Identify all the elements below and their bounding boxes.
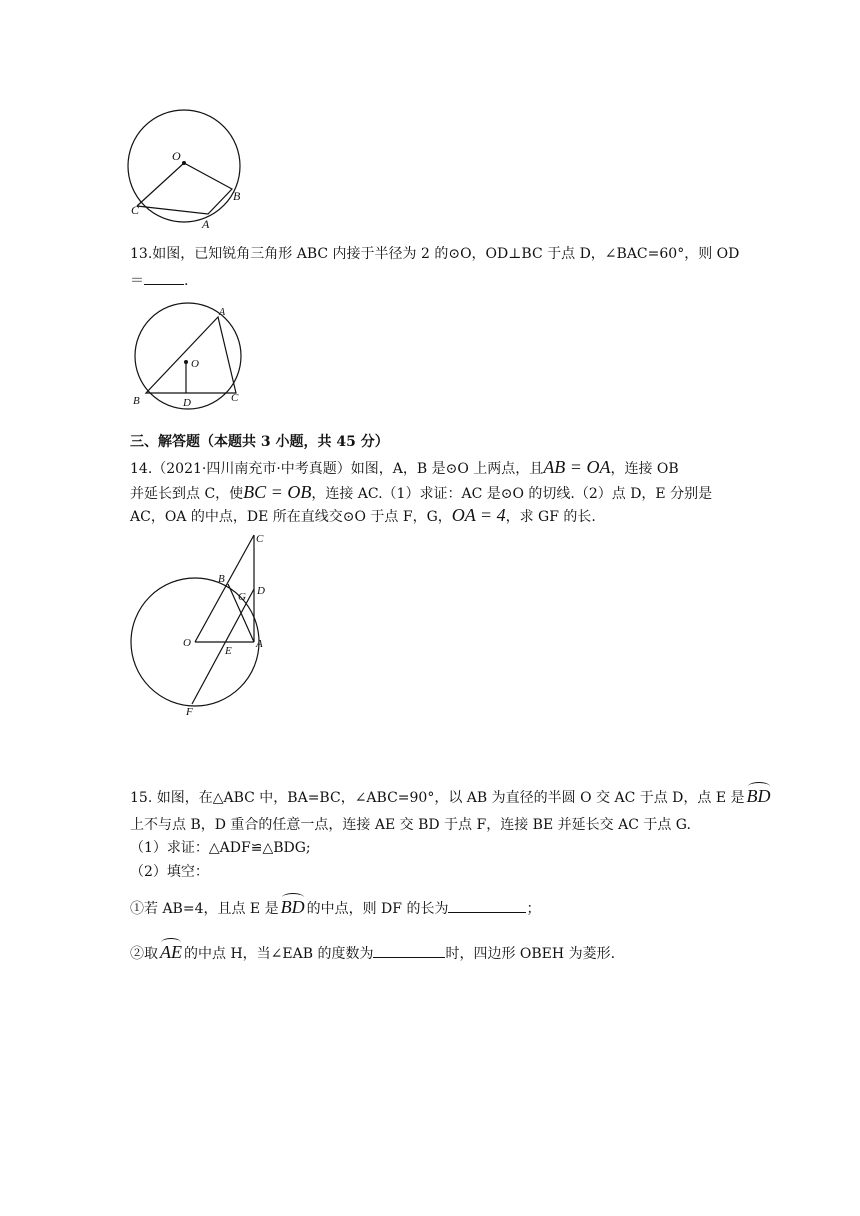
segment-oc [195,535,254,642]
label-d: D [257,585,265,597]
q15-sub2-answer-blank[interactable] [373,943,445,958]
chord-path [137,163,232,214]
section-heading: 三、解答题（本题共 3 小题，共 45 分） [130,434,389,450]
q15-part1: （1）求证：△ADF≌△BDG; [130,840,311,856]
q15-part2: （2）填空： [130,864,209,880]
q15-sub1-b: 的中点，则 DF 的长为 [306,901,449,917]
center-dot [182,161,186,165]
q15-sub2-b: 的中点 H，当∠EAB 的度数为 [184,946,374,962]
figure-q13 [126,300,256,415]
label-c: C [256,533,264,545]
line-df [192,589,254,704]
label-b: B [133,395,140,407]
figure-q13-svg [126,300,256,415]
q15-sub2 [130,938,615,964]
q13-period: . [184,273,189,289]
q13-answer-blank[interactable] [144,270,184,285]
q15-sub1 [130,893,540,919]
triangle-abc [146,317,236,393]
q15-line2: 上不与点 B，D 重合的任意一点，连接 AE 交 BD 于点 F，连接 BE 并延长交 AC 于点 G. [130,817,691,833]
q14-math-bc-ob: BC = OB [243,482,312,502]
q15-line1 [130,782,773,808]
q14-math-oa-4: OA = 4 [451,505,506,525]
label-b: B [218,573,225,585]
figure-q14-svg [125,528,275,718]
label-g: G [238,591,246,603]
label-b: B [233,189,241,203]
q14-text-2b: ，连接 AC.（1）求证：AC 是⊙O 的切线.（2）点 D，E 分别是 [311,486,713,502]
q13-line1: 13.如图，已知锐角三角形 ABC 内接于半径为 2 的⊙O，OD⊥BC 于点 D，∠BAC=60°，则 OD [130,246,740,262]
arc-bd: BD [747,782,771,806]
q14-text-3a: AC，OA 的中点，DE 所在直线交⊙O 于点 F，G， [130,509,452,525]
q15-sub1-c: ； [526,901,541,917]
arc-ae: AE [160,938,182,962]
center-dot [184,360,188,364]
label-a: A [256,638,263,650]
q14-line2 [130,482,712,504]
label-o: O [183,637,191,649]
label-d: D [183,397,191,409]
figure-q14 [125,528,275,718]
label-e: E [225,645,232,657]
q14-math-ab-oa: AB = OA [543,457,611,477]
figure-q12-svg [120,100,260,240]
q15-text-1a: 15. 如图，在△ABC 中，BA=BC，∠ABC=90°，以 AB 为直径的半圆 O 交 AC 于点 D，点 E 是 [130,790,745,806]
q14-line1 [130,457,679,479]
label-c: C [231,392,239,404]
circle-o [128,110,240,222]
label-a: A [219,307,226,318]
label-f: F [186,706,193,718]
q13-line2 [130,270,188,291]
q14-line3 [130,505,596,527]
q14-text-3b: ，求 GF 的长. [505,509,596,525]
q14-text-2a: 并延长到点 C，使 [130,486,244,502]
label-a: A [202,217,210,231]
label-o: O [191,358,199,370]
q13-equals: ＝ [130,273,144,289]
arc-bd-2: BD [281,893,305,917]
figure-q12 [120,100,260,240]
q14-text-1b: ，连接 OB [610,461,679,477]
q15-sub1-answer-blank[interactable] [448,898,526,913]
label-c: C [131,203,140,217]
q15-sub2-c: 时，四边形 OBEH 为菱形. [445,946,616,962]
q15-sub1-a: ①若 AB=4，且点 E 是 [130,901,279,917]
q14-text-1a: 14.（2021·四川南充市·中考真题）如图，A，B 是⊙O 上两点，且 [130,461,544,477]
label-o: O [172,149,181,163]
q15-sub2-a: ②取 [130,946,158,962]
